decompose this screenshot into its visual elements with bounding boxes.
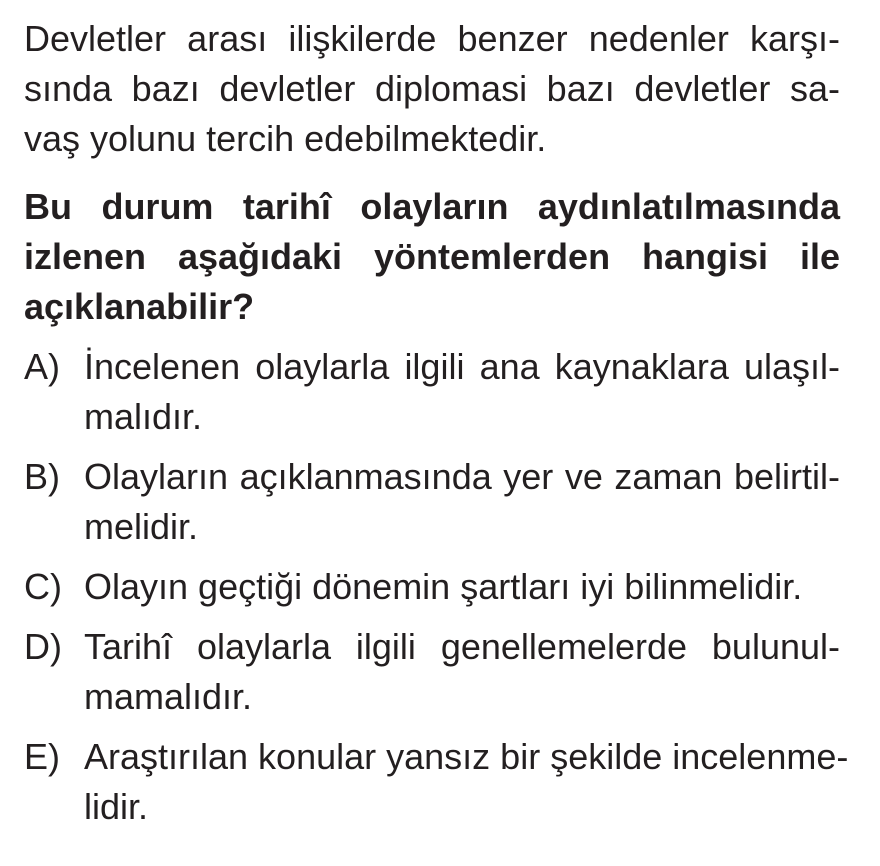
option-letter: C)	[24, 566, 62, 607]
option-line: melidir.	[84, 506, 199, 547]
option-letter: D)	[24, 626, 62, 667]
question-line: açıklanabilir?	[24, 286, 255, 327]
option-line: lidir.	[84, 786, 149, 827]
option-line: Olayların açıklanmasında yer ve zaman belirtil-	[84, 456, 840, 497]
stem-line: sında bazı devletler diplomasi bazı devletler sa-	[24, 68, 840, 109]
option-line: Tarihî olaylarla ilgili genellemelerde bulunul-	[84, 626, 840, 667]
stem-line: Devletler arası ilişkilerde benzer nedenler karşı-	[24, 18, 840, 59]
option-text	[84, 452, 840, 552]
option-text	[84, 622, 840, 722]
option-line: Olayın geçtiği dönemin şartları iyi bilinmelidir.	[84, 566, 803, 607]
option-line: malıdır.	[84, 396, 203, 437]
question-stem	[24, 14, 840, 164]
option-letter: E)	[24, 736, 60, 777]
option-letter: A)	[24, 346, 60, 387]
option-letter: B)	[24, 456, 60, 497]
option-c[interactable]	[24, 562, 840, 612]
option-text	[84, 732, 849, 832]
stem-line: vaş yolunu tercih edebilmektedir.	[24, 118, 547, 159]
option-line: Araştırılan konular yansız bir şekilde incelenme-	[84, 736, 849, 777]
question-prompt	[24, 182, 840, 332]
question-line: Bu durum tarihî olayların aydınlatılmasında	[24, 186, 840, 227]
option-line: İncelenen olaylarla ilgili ana kaynaklara ulaşıl-	[84, 346, 840, 387]
option-e[interactable]	[24, 732, 849, 832]
option-a[interactable]	[24, 342, 840, 442]
option-text	[84, 562, 840, 612]
option-line: mamalıdır.	[84, 676, 253, 717]
question-line: izlenen aşağıdaki yöntemlerden hangisi ile	[24, 236, 840, 277]
option-b[interactable]	[24, 452, 840, 552]
option-d[interactable]	[24, 622, 840, 722]
option-text	[84, 342, 840, 442]
